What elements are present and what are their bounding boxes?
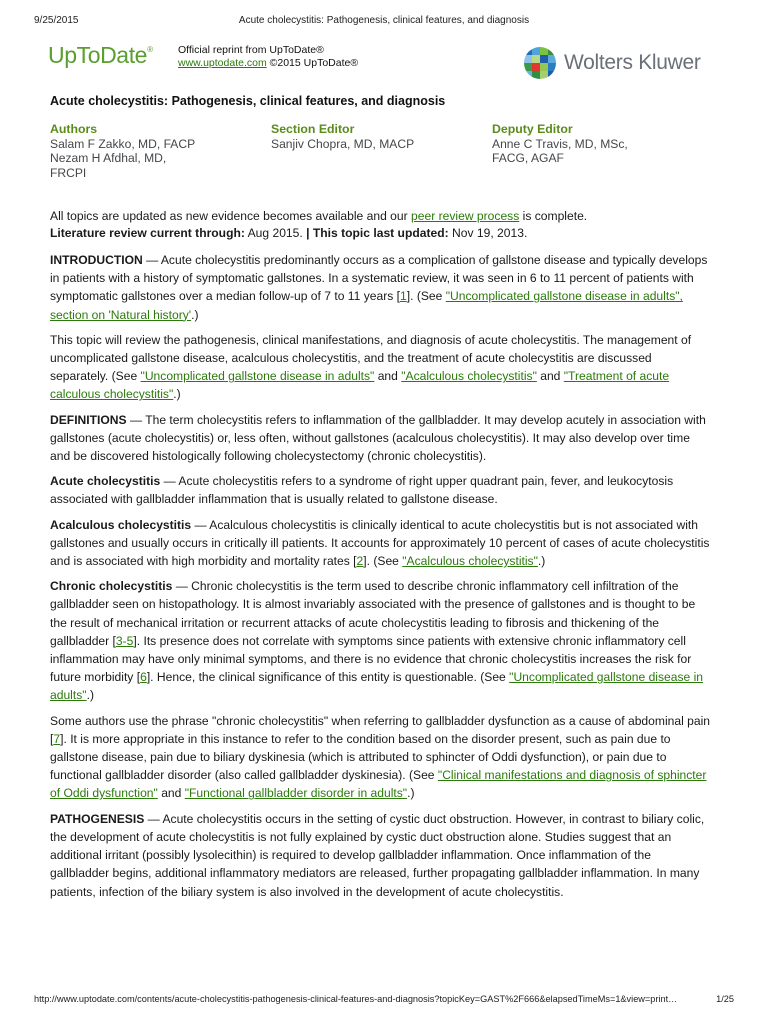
topic-scope-paragraph: This topic will review the pathogenesis, clinical manifestations, and diagnosis of acute cholecystitis. The management of uncomplicated gallstone disease, acalculous cholecystitis, and the treatment of acute cholecystitis are discussed separately. (See "Uncomplicated gallstone disease in adults" and "Acalculous cholecystitis" and "Treatment of acute calculous cholecystitis".) bbox=[50, 332, 692, 402]
natural-history-link[interactable]: "Uncomplicated gallstone disease in adults", section on 'Natural history' bbox=[50, 289, 683, 322]
some-authors-paragraph: Some authors use the phrase "chronic cholecystitis" when referring to gallbladder dysfunction as a cause of abdominal pain [7]. It is more appropriate in this instance to refer to the condition based on the disorder present, such as pain due to gallstone disease, pain due to biliary dyskinesia (which is attributed to sphincter of Oddi dysfunction), or pain due to functional gallbladder disorder (also called gallbladder dyskinesia). (See "Clinical manifestations and diagnosis of sphincter of Oddi dysfunction" and "Functional gallbladder disorder in adults".) bbox=[50, 713, 711, 801]
wolters-kluwer-globe-icon bbox=[523, 46, 557, 80]
acalculous-heading: Acalculous cholecystitis bbox=[50, 517, 192, 532]
article-title: Acute cholecystitis: Pathogenesis, clinical features, and diagnosis bbox=[50, 94, 446, 108]
topic-updated-date: Nov 19, 2013. bbox=[452, 225, 528, 240]
wolters-kluwer-wordmark: Wolters Kluwer bbox=[564, 51, 701, 74]
acalculous-paragraph: Acalculous cholecystitis — Acalculous cholecystitis is clinically identical to acute cholecystitis but is not associated with gallstones and usually occurs in critically ill patients. It accounts for approximately 10 percent of cases of acute cholecystitis and is associated with high morbidity and mortality rates [2]. (See "Acalculous cholecystitis".) bbox=[50, 517, 710, 569]
topic-updated-label: This topic last updated: bbox=[312, 225, 449, 240]
lit-review-date: Aug 2015. bbox=[247, 225, 303, 240]
introduction-paragraph: INTRODUCTION — Acute cholecystitis predominantly occurs as a complication of gallstone disease and typically develops in patients with a history of symptomatic gallstones. In a systematic review, it was seen in 6 to 11 percent of patients with symptomatic gallstones over a median follow-up of 7 to 11 years [1]. (See "Uncomplicated gallstone disease in adults", section on 'Natural history'.) bbox=[50, 253, 708, 322]
page-number: 1/25 bbox=[716, 994, 734, 1004]
author-name: FRCPI bbox=[50, 165, 87, 180]
authors-column bbox=[50, 122, 250, 180]
print-footer bbox=[34, 994, 734, 1006]
acute-cholecystitis-heading: Acute cholecystitis bbox=[50, 474, 161, 489]
treatment-link[interactable]: "Treatment of acute calculous cholecystitis" bbox=[50, 369, 670, 402]
chronic-cholecystitis-heading: Chronic cholecystitis bbox=[50, 579, 173, 594]
deputy-editor-name: FACG, AGAF bbox=[492, 151, 564, 165]
reference-link[interactable]: 2 bbox=[356, 554, 364, 569]
reprint-line: Official reprint from UpToDate® bbox=[178, 44, 324, 56]
author-name: Salam F Zakko, MD, FACP bbox=[50, 136, 196, 151]
section-editor-heading: Section Editor bbox=[271, 122, 355, 136]
deputy-editor-name: Anne C Travis, MD, MSc, bbox=[492, 136, 628, 151]
section-editor-name: Sanjiv Chopra, MD, MACP bbox=[271, 136, 415, 151]
reference-link[interactable]: 7 bbox=[53, 731, 61, 746]
author-block bbox=[50, 122, 710, 208]
print-header bbox=[34, 15, 734, 29]
deputy-editor-heading: Deputy Editor bbox=[492, 122, 573, 136]
definitions-paragraph: DEFINITIONS — The term cholecystitis refers to inflammation of the gallbladder. It may develop acutely in association with gallstones (acute cholecystitis) or, less often, without gallstones (acalculous cholecystitis). It may also develop over time and be discovered histologically following cholecystectomy (chronic cholecystitis). bbox=[50, 412, 706, 464]
reference-link[interactable]: 3-5 bbox=[115, 633, 134, 648]
uncomplicated-gallstone-link[interactable]: "Uncomplicated gallstone disease in adults" bbox=[50, 670, 704, 703]
peer-review-link[interactable]: peer review process bbox=[411, 209, 520, 223]
print-date: 9/25/2015 bbox=[34, 15, 79, 26]
chronic-cholecystitis-paragraph: Chronic cholecystitis — Chronic cholecystitis is the term used to describe chronic inflammatory cell infiltration of the gallbladder seen on histopathology. It is almost invariably associated with the presence of gallstones and is thought to be the result of mechanical irritation or recurrent attacks of acute cholecystitis leading to fibrosis and thickening of the gallbladder [3-5]. Its presence does not correlate with symptoms since patients with extensive chronic inflammatory cell inflammation may have only minimal symptoms, and there is no evidence that chronic cholecystitis increases the risk for future morbidity [6]. Hence, the clinical significance of this entity is questionable. (See "Uncomplicated gallstone disease in adults".) bbox=[50, 579, 704, 703]
article bbox=[50, 93, 710, 901]
print-url: http://www.uptodate.com/contents/acute-cholecystitis-pathogenesis-clinical-features-and-diagnosis?topicKey=GAST%2F666&elapsedTimeMs=1&view=print… bbox=[34, 994, 678, 1004]
print-page-title: Acute cholecystitis: Pathogenesis, clinical features, and diagnosis bbox=[238, 15, 530, 26]
reference-link[interactable]: 1 bbox=[400, 289, 407, 304]
uptodate-site-link[interactable]: www.uptodate.com bbox=[178, 57, 267, 69]
uncomplicated-gallstone-link[interactable]: "Uncomplicated gallstone disease in adults" bbox=[140, 369, 375, 384]
acute-cholecystitis-paragraph: Acute cholecystitis — Acute cholecystitis refers to a syndrome of right upper quadrant pain, fever, and leukocytosis associated with gallbladder inflammation that is usually related to gallstone disease. bbox=[50, 474, 674, 507]
reprint-notice bbox=[178, 44, 358, 70]
pathogenesis-paragraph: PATHOGENESIS — Acute cholecystitis occurs in the setting of cystic duct obstruction. However, in contrast to biliary colic, the development of acute cholecystitis is not fully explained by cystic duct obstruction alone. Studies suggest that an additional irritant (possibly lysolecithin) is required to develop gallbladder inflammation. Once inflammation of the gallbladder begins, additional inflammatory mediators are released, further propagating gallbladder inflammation. In many patients, infection of the biliary system is also involved in the development of acute cholecystitis. bbox=[50, 811, 705, 899]
copyright: ©2015 UpToDate® bbox=[269, 57, 359, 69]
brand-bar bbox=[48, 38, 728, 88]
update-notice: All topics are updated as new evidence becomes available and our peer review process is complete. Literature review current through: Aug 2015. | This topic last updated: Nov 19, 2013. bbox=[50, 209, 588, 240]
functional-gallbladder-link[interactable]: "Functional gallbladder disorder in adults" bbox=[184, 786, 408, 801]
authors-heading: Authors bbox=[50, 122, 98, 136]
wolters-kluwer-logo[interactable] bbox=[523, 46, 728, 80]
uptodate-logo[interactable]: UpToDate® bbox=[48, 42, 153, 68]
section-editor-column bbox=[271, 122, 471, 151]
introduction-heading: INTRODUCTION bbox=[50, 253, 143, 267]
pathogenesis-heading: PATHOGENESIS bbox=[50, 811, 145, 826]
acalculous-cholecystitis-link[interactable]: "Acalculous cholecystitis" bbox=[402, 554, 538, 569]
acalculous-cholecystitis-link[interactable]: "Acalculous cholecystitis" bbox=[401, 369, 537, 384]
definitions-heading: DEFINITIONS bbox=[50, 412, 127, 427]
sphincter-of-oddi-link[interactable]: "Clinical manifestations and diagnosis of sphincter of Oddi dysfunction" bbox=[50, 768, 707, 801]
author-name: Nezam H Afdhal, MD, bbox=[50, 151, 167, 165]
deputy-editor-column bbox=[492, 122, 692, 166]
reference-link[interactable]: 6 bbox=[140, 670, 147, 685]
lit-review-label: Literature review current through: bbox=[50, 225, 245, 240]
